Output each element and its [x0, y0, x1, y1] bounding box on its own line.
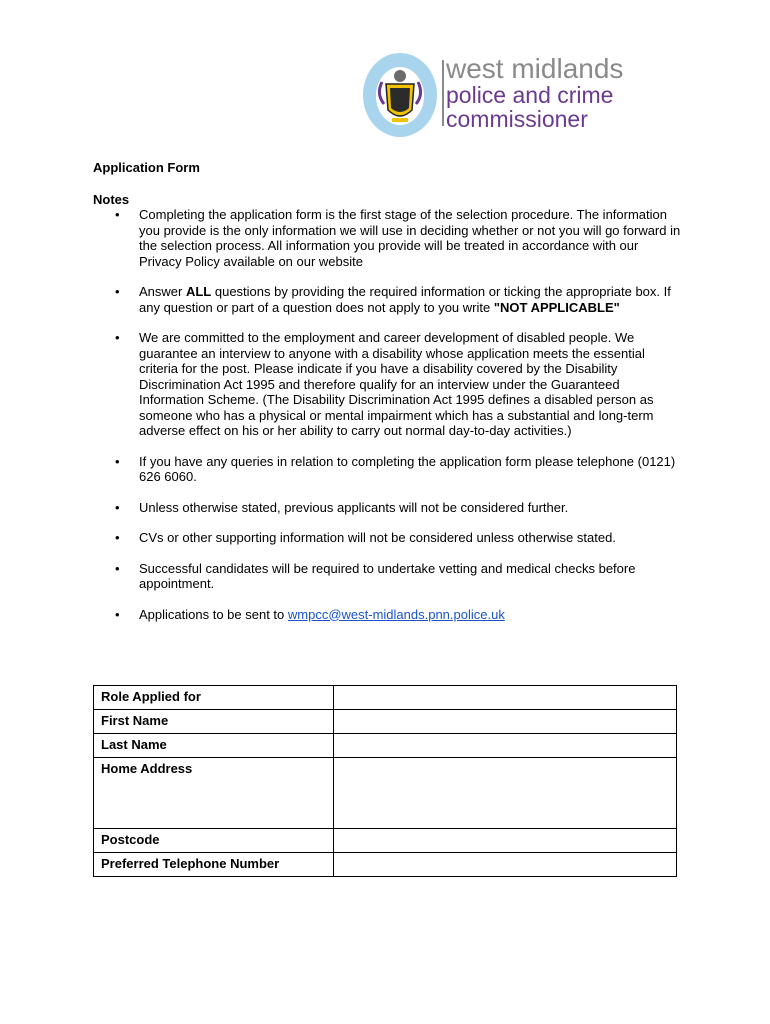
list-item: • Answer ALL questions by providing the required information or ticking the appropriate box. If any question or part of a question does not apply to you write "NOT APPLICABLE": [115, 284, 671, 315]
last-name-input[interactable]: [334, 734, 677, 758]
list-item: • CVs or other supporting information will not be considered unless otherwise stated.: [115, 530, 616, 545]
list-item: • We are committed to the employment and career development of disabled people. We guarantee an interview to anyone with a disability whose application meets the essential criteria for the post. Please indicate if you have a disability covered by the Disability Discrimination Act 1995 and therefore qualify for an interview under the Guaranteed Information Scheme. (The Disability Discrimination Act 1995 defines a disabled person as someone who has a physical or mental impairment which has a substantial and long-term adverse effect on his or her ability to carry out normal day-to-day activities.): [115, 330, 654, 438]
last-name-label: Last Name: [94, 734, 334, 758]
list-item: • Successful candidates will be required to undertake vetting and medical checks before appointment.: [115, 560, 636, 591]
table-row: [94, 853, 677, 877]
postcode-input[interactable]: [334, 829, 677, 853]
page-title: Application Form: [93, 160, 200, 175]
table-row: [94, 829, 677, 853]
logo-line-3: commissioner: [446, 106, 588, 132]
first-name-input[interactable]: [334, 710, 677, 734]
logo-line-1: west midlands: [446, 53, 624, 84]
list-item: • Applications to be sent to wmpcc@west-midlands.pnn.police.uk: [115, 606, 505, 622]
home-address-label: Home Address: [94, 758, 334, 829]
table-row: [94, 686, 677, 710]
crest-icon: [362, 52, 438, 138]
notes-heading: Notes: [93, 192, 130, 207]
application-form-table: [93, 685, 677, 877]
logo-divider: [442, 60, 444, 126]
role-label: Role Applied for: [94, 686, 334, 710]
telephone-label: Preferred Telephone Number: [94, 853, 334, 877]
email-link[interactable]: wmpcc@west-midlands.pnn.police.uk: [287, 606, 505, 622]
table-row: [94, 734, 677, 758]
logo: [362, 50, 652, 140]
home-address-input[interactable]: [334, 758, 677, 829]
list-item: • If you have any queries in relation to completing the application form please telephone (0121) 626 6060.: [115, 453, 676, 484]
table-row: [94, 758, 677, 829]
postcode-label: Postcode: [94, 829, 334, 853]
notes-list: [93, 207, 683, 637]
list-item: • Unless otherwise stated, previous applicants will not be considered further.: [115, 499, 569, 515]
first-name-label: First Name: [94, 710, 334, 734]
logo-line-2: police and crime: [446, 82, 614, 108]
role-input[interactable]: [334, 686, 677, 710]
list-item: • Completing the application form is the first stage of the selection procedure. The information you provide is the only information we will use in deciding whether or not you will go forward in the selection process. All information you provide will be treated in accordance with our Privacy Policy available on our website: [115, 207, 681, 269]
telephone-input[interactable]: [334, 853, 677, 877]
table-row: [94, 710, 677, 734]
